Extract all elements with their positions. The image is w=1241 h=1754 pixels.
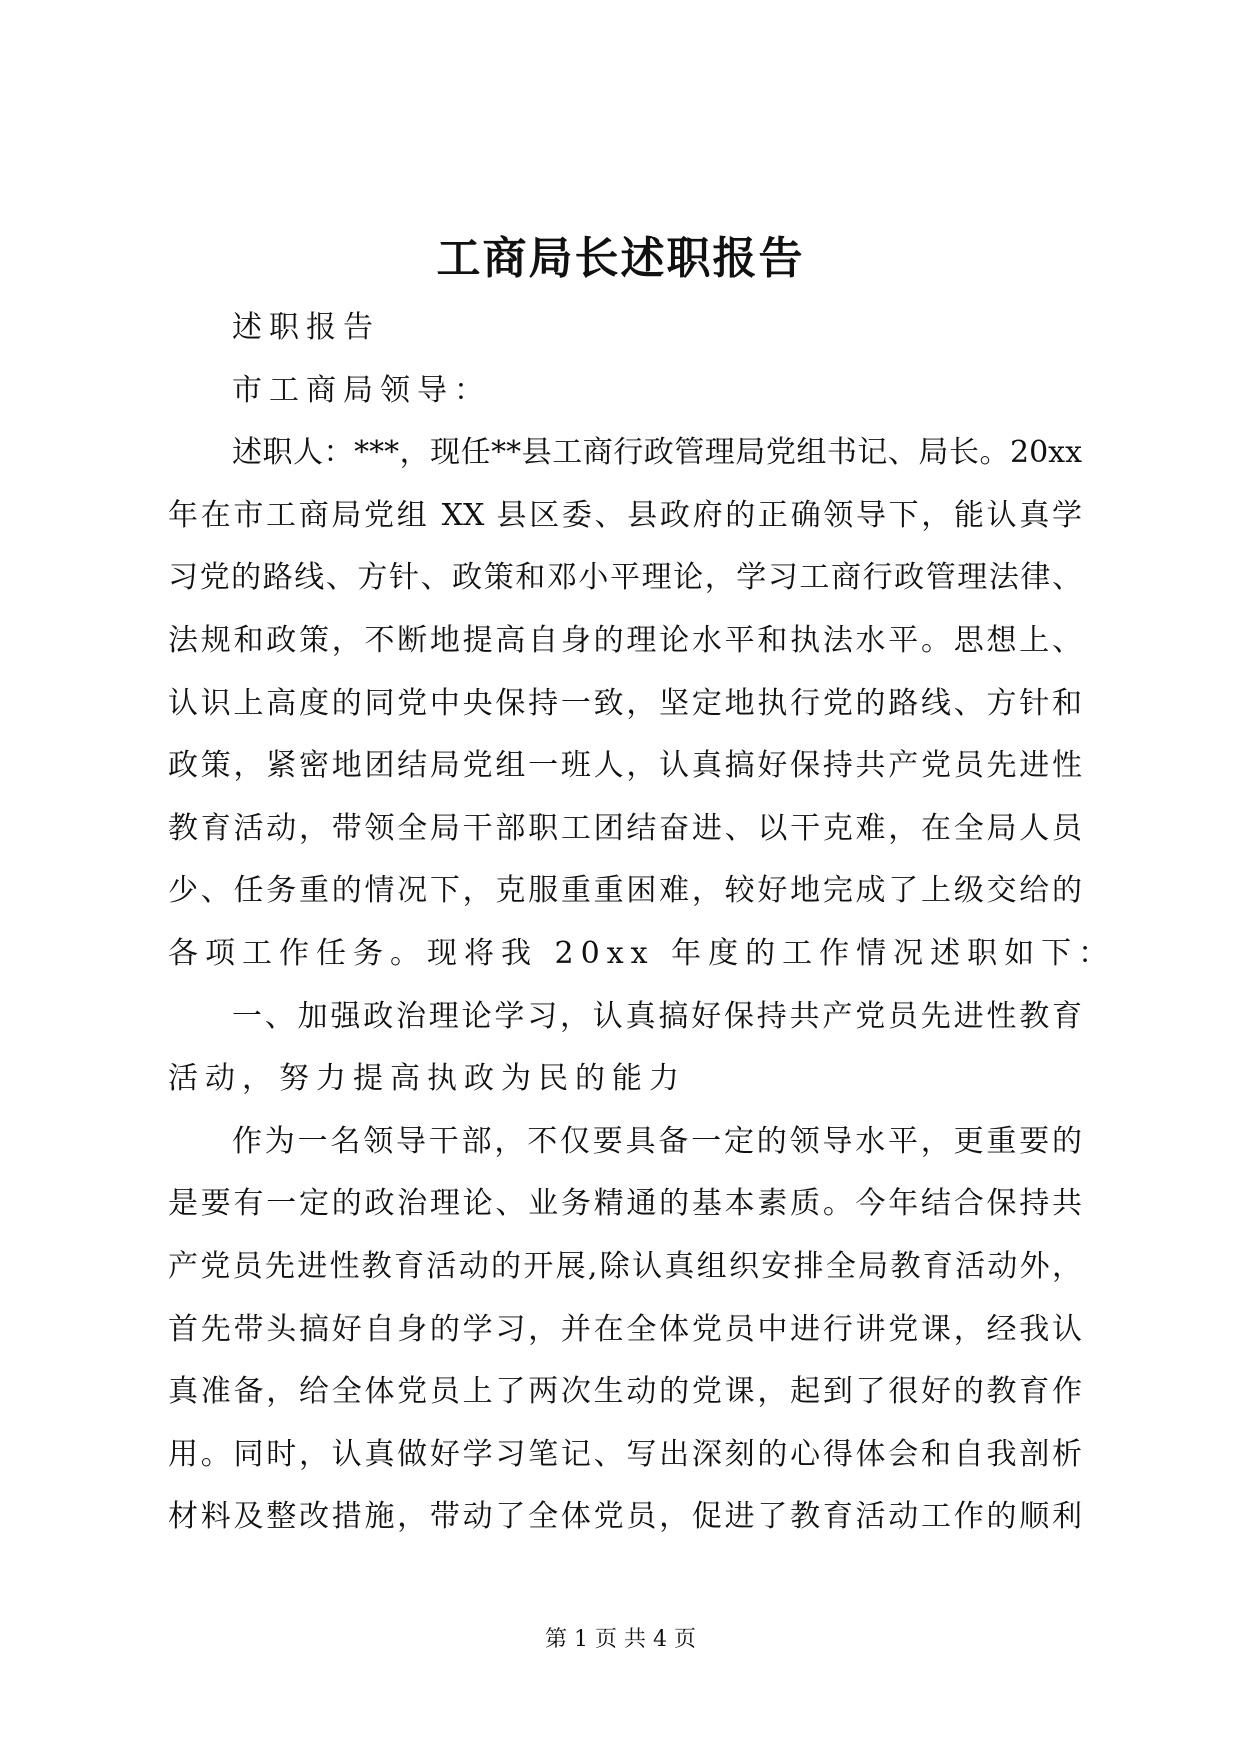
paragraph: [168, 986, 1082, 1111]
text-line: 少、任务重的情况下，克服重重困难，较好地完成了上级交给的: [168, 873, 1082, 909]
text-line: 各项工作任务。现将我 20xx 年度的工作情况述职如下：: [168, 935, 1116, 971]
paragraph: [168, 297, 1082, 360]
document-body: [168, 297, 1116, 1549]
text-line: 是要有一定的政治理论、业务精通的基本素质。今年结合保持共: [168, 1186, 1082, 1222]
text-line: 习党的路线、方针、政策和邓小平理论，学习工商行政管理法律、: [168, 560, 1082, 596]
text-line: 述职人：***，现任**县工商行政管理局党组书记、局长。20xx: [232, 435, 1082, 471]
text-line: 材料及整改措施，带动了全体党员，促进了教育活动工作的顺利: [168, 1499, 1082, 1535]
page-footer: 第 1 页 共 4 页: [545, 1627, 696, 1652]
text-line: 产党员先进性教育活动的开展,除认真组织安排全局教育活动外，: [168, 1248, 1082, 1284]
text-line: 一、加强政治理论学习，认真搞好保持共产党员先进性教育: [232, 998, 1082, 1034]
text-line: 活动，努力提高执政为民的能力: [168, 1061, 686, 1097]
document-title: 工商局长述职报告: [436, 233, 805, 284]
text-line: 首先带头搞好自身的学习，并在全体党员中进行讲党课，经我认: [168, 1311, 1082, 1347]
text-line: 法规和政策，不断地提高自身的理论水平和执法水平。思想上、: [168, 622, 1082, 658]
paragraph: [168, 1111, 1082, 1549]
paragraph: [168, 422, 1116, 985]
text-line: 认识上高度的同党中央保持一致，坚定地执行党的路线、方针和: [168, 685, 1082, 721]
text-line: 政策，紧密地团结局党组一班人，认真搞好保持共产党员先进性: [168, 748, 1082, 784]
paragraph: [168, 360, 1082, 423]
text-line: 教育活动，带领全局干部职工团结奋进、以干克难，在全局人员: [168, 810, 1082, 846]
text-line: 年在市工商局党组 XX 县区委、县政府的正确领导下，能认真学: [168, 497, 1082, 533]
text-line: 作为一名领导干部，不仅要具备一定的领导水平，更重要的: [232, 1123, 1082, 1159]
text-line: 真准备，给全体党员上了两次生动的党课，起到了很好的教育作: [168, 1374, 1082, 1410]
text-line: 市工商局领导：: [232, 372, 491, 408]
text-line: 述职报告: [232, 310, 380, 345]
text-line: 用。同时，认真做好学习笔记、写出深刻的心得体会和自我剖析: [168, 1436, 1082, 1472]
